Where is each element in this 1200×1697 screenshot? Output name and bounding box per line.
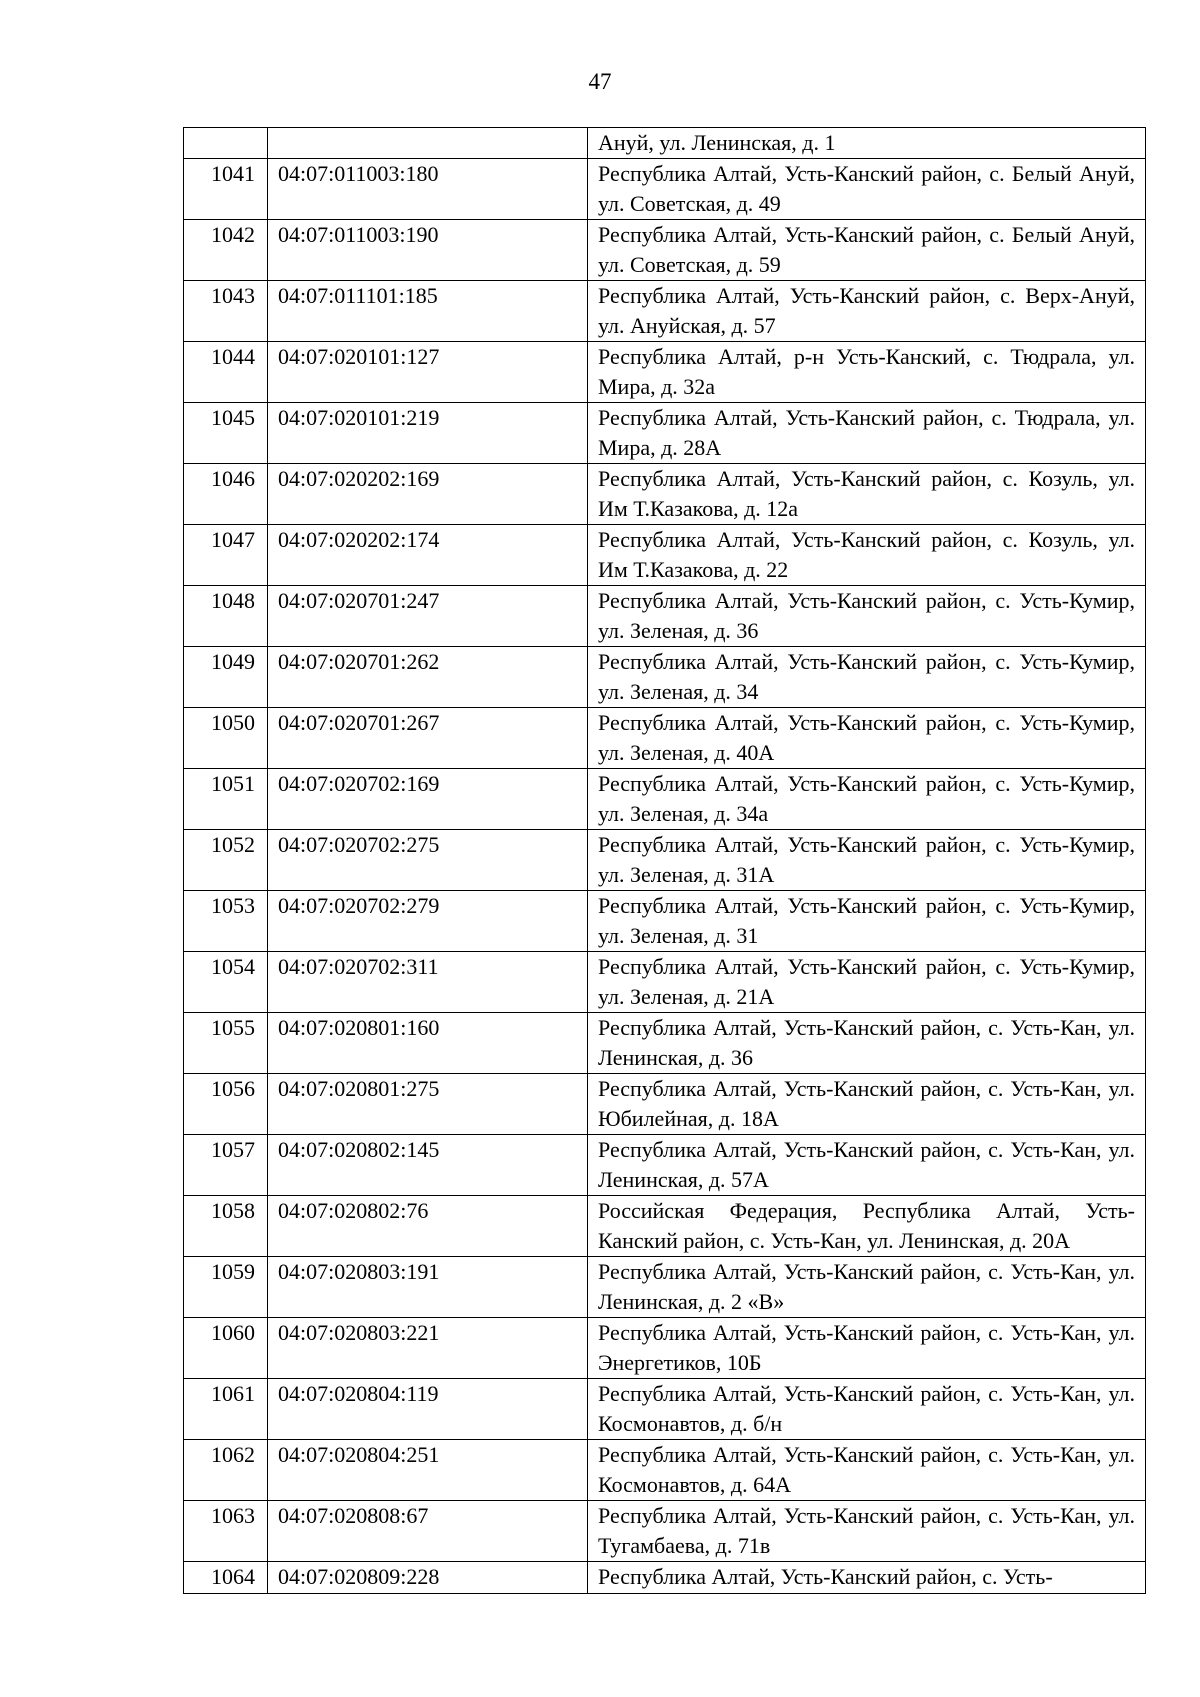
cadastral-number-cell: 04:07:020702:169: [268, 769, 588, 830]
table-row: [184, 769, 1146, 830]
address-cell: Республика Алтай, Усть-Канский район, с. Белый Ануй, ул. Советская, д. 59: [588, 220, 1146, 281]
cadastral-number-cell: 04:07:020808:67: [268, 1501, 588, 1562]
cadastral-number-cell: 04:07:020701:267: [268, 708, 588, 769]
address-cell: Республика Алтай, Усть-Канский район, с. Усть-Кумир, ул. Зеленая, д. 34: [588, 647, 1146, 708]
address-cell: Республика Алтай, Усть-Канский район, с. Усть-Кан, ул. Юбилейная, д. 18А: [588, 1074, 1146, 1135]
address-cell: Республика Алтай, Усть-Канский район, с. Верх-Ануй, ул. Ануйская, д. 57: [588, 281, 1146, 342]
table-row: [184, 891, 1146, 952]
cadastral-number-cell: 04:07:020802:145: [268, 1135, 588, 1196]
address-cell: Республика Алтай, Усть-Канский район, с. Усть-Кан, ул. Космонавтов, д. 64А: [588, 1440, 1146, 1501]
cadastral-number-cell: 04:07:020803:221: [268, 1318, 588, 1379]
table-row: [184, 708, 1146, 769]
address-cell: Республика Алтай, Усть-Канский район, с. Тюдрала, ул. Мира, д. 28А: [588, 403, 1146, 464]
cadastral-number-cell: 04:07:020803:191: [268, 1257, 588, 1318]
cadastral-number-cell: 04:07:020801:275: [268, 1074, 588, 1135]
address-cell: Республика Алтай, Усть-Канский район, с. Усть-Кан, ул. Ленинская, д. 57А: [588, 1135, 1146, 1196]
row-number-cell: 1052: [184, 830, 268, 891]
table-row: [184, 128, 1146, 159]
address-cell: Республика Алтай, Усть-Канский район, с. Усть-Кумир, ул. Зеленая, д. 40А: [588, 708, 1146, 769]
row-number-cell: 1049: [184, 647, 268, 708]
row-number-cell: [184, 128, 268, 159]
address-cell: Республика Алтай, Усть-Канский район, с. Козуль, ул. Им Т.Казакова, д. 22: [588, 525, 1146, 586]
address-cell: Республика Алтай, Усть-Канский район, с. Усть-Кан, ул. Энергетиков, 10Б: [588, 1318, 1146, 1379]
table-row: [184, 1074, 1146, 1135]
table-row: [184, 586, 1146, 647]
cadastral-number-cell: [268, 128, 588, 159]
row-number-cell: 1053: [184, 891, 268, 952]
address-cell: Республика Алтай, Усть-Канский район, с. Усть-Кумир, ул. Зеленая, д. 36: [588, 586, 1146, 647]
table-row: [184, 281, 1146, 342]
table-row: [184, 1379, 1146, 1440]
row-number-cell: 1048: [184, 586, 268, 647]
address-cell: Республика Алтай, Усть-Канский район, с. Усть-Кумир, ул. Зеленая, д. 31: [588, 891, 1146, 952]
row-number-cell: 1041: [184, 159, 268, 220]
address-cell: Республика Алтай, Усть-Канский район, с. Усть-Кан, ул. Ленинская, д. 36: [588, 1013, 1146, 1074]
property-registry-table: [183, 127, 1146, 1594]
row-number-cell: 1054: [184, 952, 268, 1013]
cadastral-number-cell: 04:07:020701:262: [268, 647, 588, 708]
table-row: [184, 1440, 1146, 1501]
table-row: [184, 525, 1146, 586]
cadastral-number-cell: 04:07:020804:119: [268, 1379, 588, 1440]
cadastral-number-cell: 04:07:020101:127: [268, 342, 588, 403]
address-cell: Республика Алтай, Усть-Канский район, с. Усть-Кан, ул. Ленинская, д. 2 «В»: [588, 1257, 1146, 1318]
row-number-cell: 1059: [184, 1257, 268, 1318]
cadastral-number-cell: 04:07:020701:247: [268, 586, 588, 647]
cadastral-number-cell: 04:07:011101:185: [268, 281, 588, 342]
table-row: [184, 1318, 1146, 1379]
table-row: [184, 464, 1146, 525]
cadastral-number-cell: 04:07:020202:174: [268, 525, 588, 586]
address-cell: Республика Алтай, Усть-Канский район, с. Усть-: [588, 1562, 1146, 1594]
address-cell: Республика Алтай, Усть-Канский район, с. Усть-Кумир, ул. Зеленая, д. 21А: [588, 952, 1146, 1013]
row-number-cell: 1058: [184, 1196, 268, 1257]
row-number-cell: 1057: [184, 1135, 268, 1196]
cadastral-number-cell: 04:07:020702:311: [268, 952, 588, 1013]
row-number-cell: 1061: [184, 1379, 268, 1440]
row-number-cell: 1055: [184, 1013, 268, 1074]
address-cell: Республика Алтай, Усть-Канский район, с. Усть-Кумир, ул. Зеленая, д. 34а: [588, 769, 1146, 830]
row-number-cell: 1045: [184, 403, 268, 464]
row-number-cell: 1064: [184, 1562, 268, 1594]
cadastral-number-cell: 04:07:011003:190: [268, 220, 588, 281]
cadastral-number-cell: 04:07:020101:219: [268, 403, 588, 464]
address-cell: Республика Алтай, Усть-Канский район, с. Белый Ануй, ул. Советская, д. 49: [588, 159, 1146, 220]
row-number-cell: 1050: [184, 708, 268, 769]
address-cell: Республика Алтай, р-н Усть-Канский, с. Тюдрала, ул. Мира, д. 32а: [588, 342, 1146, 403]
row-number-cell: 1051: [184, 769, 268, 830]
address-cell: Ануй, ул. Ленинская, д. 1: [588, 128, 1146, 159]
table-row: [184, 1501, 1146, 1562]
row-number-cell: 1043: [184, 281, 268, 342]
table-row: [184, 342, 1146, 403]
table-row: [184, 159, 1146, 220]
address-cell: Республика Алтай, Усть-Канский район, с. Козуль, ул. Им Т.Казакова, д. 12а: [588, 464, 1146, 525]
cadastral-number-cell: 04:07:020809:228: [268, 1562, 588, 1594]
row-number-cell: 1062: [184, 1440, 268, 1501]
table-row: [184, 647, 1146, 708]
table-row: [184, 1013, 1146, 1074]
table-row: [184, 220, 1146, 281]
address-cell: Республика Алтай, Усть-Канский район, с. Усть-Кан, ул. Тугамбаева, д. 71в: [588, 1501, 1146, 1562]
row-number-cell: 1060: [184, 1318, 268, 1379]
cadastral-number-cell: 04:07:020202:169: [268, 464, 588, 525]
table-row: [184, 1135, 1146, 1196]
address-cell: Республика Алтай, Усть-Канский район, с. Усть-Кан, ул. Космонавтов, д. б/н: [588, 1379, 1146, 1440]
cadastral-number-cell: 04:07:020801:160: [268, 1013, 588, 1074]
table-row: [184, 1196, 1146, 1257]
row-number-cell: 1056: [184, 1074, 268, 1135]
cadastral-number-cell: 04:07:020702:275: [268, 830, 588, 891]
registry-table-body: [184, 128, 1146, 1594]
address-cell: Российская Федерация, Республика Алтай, Усть-Канский район, с. Усть-Кан, ул. Ленинская, д. 20А: [588, 1196, 1146, 1257]
page-number: 47: [588, 69, 612, 94]
row-number-cell: 1044: [184, 342, 268, 403]
table-row: [184, 1257, 1146, 1318]
row-number-cell: 1047: [184, 525, 268, 586]
table-row: [184, 830, 1146, 891]
table-row: [184, 1562, 1146, 1594]
row-number-cell: 1042: [184, 220, 268, 281]
cadastral-number-cell: 04:07:011003:180: [268, 159, 588, 220]
cadastral-number-cell: 04:07:020702:279: [268, 891, 588, 952]
row-number-cell: 1046: [184, 464, 268, 525]
cadastral-number-cell: 04:07:020802:76: [268, 1196, 588, 1257]
cadastral-number-cell: 04:07:020804:251: [268, 1440, 588, 1501]
table-row: [184, 403, 1146, 464]
table-row: [184, 952, 1146, 1013]
address-cell: Республика Алтай, Усть-Канский район, с. Усть-Кумир, ул. Зеленая, д. 31А: [588, 830, 1146, 891]
row-number-cell: 1063: [184, 1501, 268, 1562]
